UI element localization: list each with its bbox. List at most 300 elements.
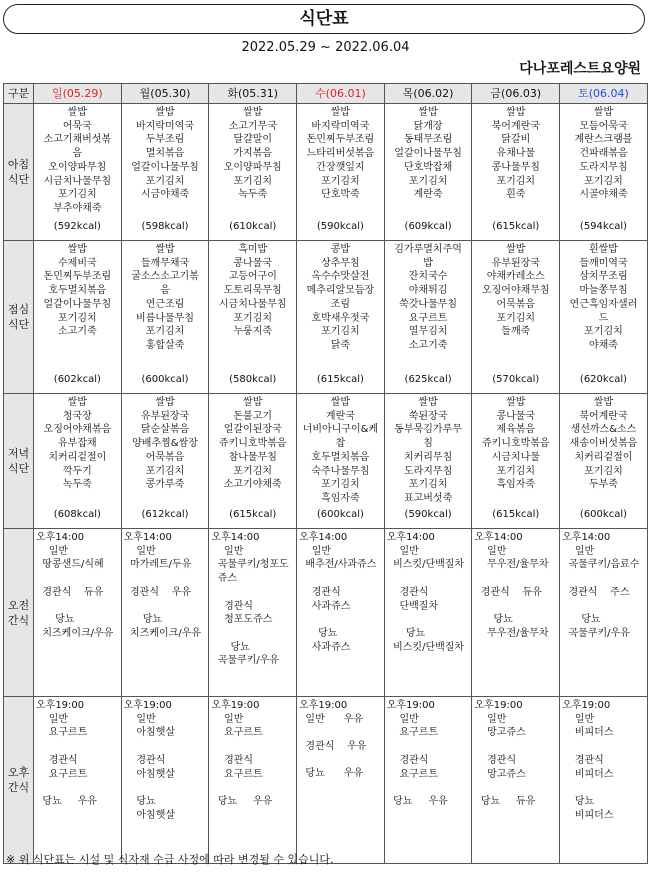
calorie-value: (615kcal) — [229, 509, 277, 521]
menu-item: 소고기채버섯볶 — [43, 134, 112, 146]
snack-item: 일반 — [123, 713, 156, 725]
menu-item: 콩가루죽 — [145, 479, 185, 491]
menu-cell — [121, 241, 209, 394]
menu-item: 쌀밥 — [418, 107, 438, 118]
menu-item: 콩밥 — [330, 244, 351, 255]
snack-item: 마가레트/두유 — [123, 559, 192, 571]
snack-cell — [34, 529, 122, 697]
menu-item: 포기김치 — [321, 175, 360, 187]
snack-item — [387, 781, 472, 795]
snack-time: 오후19:00 — [474, 700, 523, 711]
row-label-line: 식단 — [7, 173, 30, 186]
snack-item: 당뇨 우유 — [211, 795, 273, 807]
menu-item: 흑미밥 — [238, 244, 268, 255]
menu-cell — [34, 104, 122, 241]
meal-row — [4, 241, 648, 394]
menu-item: 포기김치 — [584, 465, 623, 477]
snack-cell — [209, 697, 297, 864]
menu-item: 흰쌀밥 — [588, 244, 618, 255]
menu-item: 열무김치 — [408, 326, 448, 338]
calorie-value: (608kcal) — [53, 509, 101, 521]
snack-time: 오후14:00 — [299, 532, 348, 543]
header-day: 금(06.03) — [472, 84, 560, 104]
menu-item: 북어계란국 — [579, 410, 628, 422]
snack-item: 경관식 — [474, 754, 517, 766]
snack-item — [124, 781, 209, 795]
menu-item: 북어계란국 — [491, 120, 540, 132]
row-label-line: 저녁 — [7, 447, 30, 460]
snack-item — [211, 781, 296, 795]
menu-item: 계란스크램블 — [574, 134, 633, 146]
menu-item: 연근조림 — [145, 298, 185, 310]
snack-item: 곡물쿠키/청포도 — [211, 559, 289, 571]
snack-item: 일반 — [36, 713, 69, 725]
snack-item: 망고쥬스 — [474, 727, 526, 739]
snack-item: 무우전/율무차 — [474, 559, 549, 571]
calorie-value: (615kcal) — [316, 374, 364, 386]
snack-item: 당뇨 — [299, 627, 338, 639]
menu-item: 쌀밥 — [330, 397, 351, 408]
snack-cell — [384, 529, 472, 697]
menu-item: 두부죽 — [588, 479, 618, 491]
row-label — [4, 241, 34, 394]
snack-cell — [384, 697, 472, 864]
snack-item: 일반 — [386, 545, 419, 557]
snack-item — [124, 572, 209, 586]
menu-item: 흑임자죽 — [321, 492, 360, 504]
snack-item — [299, 572, 384, 586]
snack-item: 당뇨 우유 — [386, 795, 448, 807]
menu-item: 어묵볶음 — [145, 451, 185, 463]
menu-cell — [209, 394, 297, 529]
snack-cell — [472, 697, 560, 864]
menu-item: 동태무조림 — [403, 134, 453, 146]
snack-item: 당뇨 — [36, 614, 75, 626]
menu-item: 닭순살볶음 — [140, 424, 190, 436]
row-label-line: 아침 — [7, 158, 30, 171]
snack-time: 오후19:00 — [386, 700, 435, 711]
snack-cell — [121, 529, 209, 697]
snack-item: 경관식 — [211, 754, 254, 766]
menu-item: 닭개장 — [413, 120, 443, 132]
snack-time: 오후19:00 — [299, 700, 348, 711]
snack-item — [211, 627, 296, 641]
menu-item: 동부묵김가루무 — [394, 424, 462, 436]
row-label — [4, 394, 34, 529]
menu-item: 시금치나물무침 — [43, 175, 112, 187]
menu-item: 조림 — [330, 298, 351, 310]
menu-item: 모듬어묵국 — [579, 120, 628, 132]
menu-item: 포기김치 — [58, 312, 97, 324]
page-title: 식단표 — [3, 4, 645, 34]
menu-cell — [560, 104, 648, 241]
menu-item: 쑥된장국 — [408, 410, 448, 422]
snack-item — [387, 613, 472, 627]
menu-item: 생선까스&소스 — [570, 424, 637, 436]
menu-item: 포기김치 — [584, 326, 623, 338]
snack-item: 땅콩샌드/식혜 — [36, 559, 104, 571]
snack-item: 쥬스 — [211, 573, 238, 585]
menu-item: 포기김치 — [233, 312, 273, 324]
menu-item: 콩나물국 — [496, 410, 536, 422]
row-label — [4, 697, 34, 864]
menu-item: 쌀밥 — [67, 244, 87, 255]
snack-item — [211, 586, 296, 600]
calorie-value: (602kcal) — [53, 374, 101, 386]
menu-item: 포기김치 — [321, 326, 360, 338]
snack-item: 아침햇살 — [123, 809, 176, 821]
menu-cell — [472, 104, 560, 241]
snack-time: 오후19:00 — [36, 700, 85, 711]
snack-item: 일반 — [36, 545, 69, 557]
snack-item: 경관식 듀유 — [474, 586, 542, 598]
menu-item: 유부된장국 — [491, 257, 540, 269]
menu-item: 쌀밥 — [418, 397, 438, 408]
menu-item: 포기김치 — [233, 465, 273, 477]
snack-item — [562, 781, 647, 795]
row-label-line: 간식 — [7, 613, 30, 627]
menu-item: 도토리묵무침 — [223, 285, 282, 297]
menu-item: 들깨미역국 — [579, 257, 628, 269]
snack-cell — [209, 529, 297, 697]
menu-item: 야채카레소스 — [486, 271, 545, 283]
snack-time: 오후14:00 — [123, 532, 172, 543]
menu-item: 얼갈이나물무침 — [131, 161, 199, 173]
menu-item: 치커리겉절이 — [574, 451, 633, 463]
row-label — [4, 529, 34, 697]
snack-item: 단백질차 — [386, 600, 439, 612]
snack-item: 곡물쿠키/우유 — [562, 627, 630, 639]
snack-item: 치즈케이크/우유 — [36, 627, 114, 639]
snack-cell — [121, 697, 209, 864]
menu-item: 쌀밥 — [330, 107, 351, 118]
snack-cell — [560, 529, 648, 697]
menu-item: 얼갈이나물무침 — [394, 148, 462, 160]
menu-item: 포기김치 — [145, 465, 185, 477]
menu-cell — [384, 104, 472, 241]
menu-item: 콩나물국 — [233, 257, 273, 269]
snack-item — [474, 740, 559, 754]
snack-item: 일반 — [474, 545, 507, 557]
menu-item: 요구르트 — [408, 312, 448, 324]
calorie-value: (620kcal) — [579, 374, 628, 386]
snack-row — [4, 697, 648, 864]
snack-item: 경관식 — [299, 586, 341, 598]
snack-item: 일반 — [386, 713, 419, 725]
row-label-line: 간식 — [7, 781, 30, 794]
menu-item: 쌀밥 — [593, 397, 614, 408]
menu-item: 계란국 — [325, 410, 355, 422]
menu-item: 치커리겉절이 — [48, 451, 107, 463]
snack-item: 당뇨 — [562, 614, 601, 626]
menu-cell — [472, 241, 560, 394]
menu-item: 부추야채죽 — [53, 202, 102, 214]
snack-item: 비스킷/단백질차 — [386, 559, 465, 571]
calorie-value: (600kcal) — [141, 374, 189, 386]
snack-item: 일반 — [299, 545, 332, 557]
menu-item: 누룽지죽 — [233, 326, 273, 338]
menu-item: 수제비국 — [58, 257, 97, 269]
menu-item: 포기김치 — [58, 189, 97, 201]
snack-item: 사과쥬스 — [299, 600, 351, 612]
menu-item: 얼갈이나물무침 — [43, 298, 112, 310]
menu-item: 쌀밥 — [243, 107, 263, 118]
menu-item: 찹 — [335, 438, 346, 450]
menu-item: 쌀밥 — [506, 397, 526, 408]
snack-item: 배추전/사과쥬스 — [299, 559, 377, 571]
menu-item: 포기김치 — [408, 479, 448, 491]
menu-item: 잔치국수 — [408, 271, 448, 283]
menu-item: 쌀밥 — [506, 107, 526, 118]
snack-item: 비피더스 — [562, 809, 614, 821]
menu-item: 쌀밥 — [506, 244, 526, 255]
snack-time: 오후14:00 — [36, 532, 85, 543]
menu-item: 치커리무침 — [403, 451, 453, 463]
snack-item: 경관식 — [386, 586, 429, 598]
menu-item: 쌀밥 — [593, 107, 614, 118]
snack-item: 경관식 — [562, 754, 604, 766]
snack-item — [562, 572, 647, 586]
menu-cell — [297, 394, 385, 529]
menu-item: 포기김치 — [496, 465, 536, 477]
calorie-value: (612kcal) — [141, 509, 189, 521]
menu-item: 오이양파무침 — [48, 161, 107, 173]
snack-item: 일반 — [211, 545, 244, 557]
header-day: 수(06.01) — [297, 84, 385, 104]
snack-item — [562, 600, 647, 614]
snack-item — [36, 740, 121, 754]
snack-item: 망고쥬스 — [474, 768, 526, 780]
snack-item — [36, 572, 121, 586]
menu-item: 계란죽 — [413, 189, 443, 201]
menu-item: 시골야채죽 — [579, 189, 628, 201]
menu-item: 참나물무침 — [228, 451, 277, 463]
snack-item — [124, 600, 209, 614]
menu-item: 시금야채죽 — [140, 189, 190, 201]
menu-cell — [121, 104, 209, 241]
menu-item: 표고버섯죽 — [403, 492, 453, 504]
snack-time: 오후19:00 — [123, 700, 172, 711]
menu-cell — [297, 104, 385, 241]
snack-item: 곡물쿠키/음료수 — [562, 559, 640, 571]
snack-item: 당뇨 우유 — [36, 795, 97, 807]
menu-item: 단호박죽 — [321, 189, 360, 201]
menu-item: 굴소스소고기볶 — [131, 271, 199, 283]
snack-item: 사과쥬스 — [299, 641, 351, 653]
menu-item: 포기김치 — [408, 175, 448, 187]
menu-item: 유채나물 — [496, 148, 536, 160]
snack-item: 요구르트 — [211, 768, 263, 780]
snack-item: 무우전/율무차 — [474, 627, 549, 639]
menu-item: 호두멸치볶음 — [311, 451, 370, 463]
menu-item: 오징어야채무침 — [481, 285, 550, 297]
menu-cell — [560, 241, 648, 394]
calorie-value: (592kcal) — [53, 221, 101, 233]
snack-time: 오후14:00 — [562, 532, 611, 543]
menu-item: 간장깻잎지 — [316, 161, 365, 173]
snack-item: 당뇨 — [474, 614, 513, 626]
calorie-value: (590kcal) — [404, 509, 452, 521]
menu-item: 얼갈이된장국 — [223, 424, 282, 436]
snack-item — [299, 754, 384, 768]
snack-item — [474, 600, 559, 614]
menu-item: 비름나물무침 — [136, 312, 195, 324]
snack-item: 요구르트 — [36, 768, 88, 780]
snack-item: 요구르트 — [211, 727, 263, 739]
menu-item: 돈민찌두부조림 — [306, 134, 375, 146]
snack-cell — [560, 697, 648, 864]
menu-cell — [384, 241, 472, 394]
menu-item: 밥 — [423, 257, 433, 269]
row-label-line: 오후 — [7, 766, 30, 779]
snack-cell — [34, 697, 122, 864]
menu-item: 흑임자죽 — [496, 479, 536, 491]
row-label-line: 오전 — [7, 598, 30, 612]
snack-item: 경관식 듀유 — [36, 586, 104, 598]
snack-item: 경관식 — [211, 600, 254, 612]
row-label-line: 식단 — [7, 462, 30, 475]
calorie-value: (600kcal) — [316, 509, 364, 521]
menu-item: 돈불고기 — [233, 410, 273, 422]
snack-item: 일반 — [474, 713, 507, 725]
menu-item: 쌀밥 — [155, 397, 175, 408]
menu-cell — [121, 394, 209, 529]
menu-item: 청국장 — [62, 410, 92, 422]
menu-item: 닭갈비 — [501, 134, 531, 146]
menu-item: 쑥갓나물무침 — [399, 298, 458, 310]
menu-item: 쥬키니호박볶음 — [481, 438, 550, 450]
menu-item: 시금치나물 — [491, 451, 540, 463]
menu-item: 오징어야채볶음 — [43, 424, 112, 436]
calorie-value: (615kcal) — [492, 509, 540, 521]
menu-item: 새송이버섯볶음 — [569, 438, 638, 450]
snack-item: 당뇨 듀유 — [474, 795, 536, 807]
menu-item: 녹두죽 — [238, 189, 268, 201]
snack-time: 오후19:00 — [211, 700, 260, 711]
snack-item: 당뇨 — [562, 795, 595, 807]
meal-table — [3, 83, 648, 864]
menu-item: 소고기죽 — [58, 326, 97, 338]
menu-cell — [384, 394, 472, 529]
menu-item: 포기김치 — [233, 175, 273, 187]
snack-item — [562, 740, 647, 754]
snack-item — [474, 781, 559, 795]
snack-item — [299, 726, 384, 740]
menu-item: 포기김치 — [496, 175, 536, 187]
snack-time: 오후19:00 — [562, 700, 611, 711]
table-header-row — [4, 84, 648, 104]
menu-item: 소고기죽 — [408, 339, 448, 351]
menu-item: 느타리버섯볶음 — [306, 148, 375, 160]
menu-item: 쥬키니호박볶음 — [218, 438, 287, 450]
menu-cell — [472, 394, 560, 529]
snack-item — [387, 572, 472, 586]
menu-item: 포기김치 — [496, 312, 536, 324]
menu-cell — [560, 394, 648, 529]
menu-item: 호두멸치볶음 — [48, 285, 107, 297]
snack-item: 경관식 우유 — [299, 741, 367, 753]
menu-item: 녹두죽 — [62, 479, 92, 491]
menu-cell — [209, 241, 297, 394]
snack-item: 요구르트 — [386, 727, 439, 739]
menu-item: 제육볶음 — [496, 424, 536, 436]
menu-item: 쌀밥 — [155, 244, 175, 255]
menu-item: 바지락미역국 — [136, 120, 195, 132]
menu-cell — [34, 394, 122, 529]
menu-item: 포기김치 — [321, 479, 360, 491]
menu-item: 돈민찌두부조림 — [43, 271, 112, 283]
menu-item: 깍두기 — [62, 465, 92, 477]
menu-item: 음 — [160, 285, 170, 297]
snack-item: 당뇨 우유 — [299, 768, 364, 780]
menu-item: 마늘쫑무침 — [579, 285, 628, 297]
header-day: 목(06.02) — [384, 84, 472, 104]
menu-item: 닭죽 — [330, 339, 351, 351]
row-label-line: 식단 — [7, 318, 30, 331]
menu-item: 고등어구이 — [228, 271, 277, 283]
snack-cell — [297, 697, 385, 864]
calorie-value: (598kcal) — [141, 221, 189, 233]
snack-item — [474, 572, 559, 586]
menu-item: 드 — [598, 312, 609, 324]
menu-item: 들깨무채국 — [140, 257, 190, 269]
snack-item: 경관식 우유 — [123, 586, 192, 598]
menu-item: 도라지무침 — [403, 465, 453, 477]
calorie-value: (594kcal) — [579, 221, 628, 233]
calorie-value: (615kcal) — [492, 221, 540, 233]
menu-item: 음 — [72, 148, 83, 160]
header-day: 월(05.30) — [121, 84, 209, 104]
menu-item: 유부잡채 — [58, 438, 97, 450]
menu-item: 연근흑임자샐러 — [569, 298, 638, 310]
snack-item: 경관식 주스 — [562, 586, 630, 598]
header-day: 화(05.31) — [209, 84, 297, 104]
menu-item: 건파래볶음 — [579, 148, 628, 160]
snack-cell — [297, 529, 385, 697]
menu-item: 쌀밥 — [155, 107, 175, 118]
menu-item: 야채튀김 — [408, 285, 448, 297]
menu-item: 쌀밥 — [67, 107, 87, 118]
menu-item: 쌀밥 — [243, 397, 263, 408]
snack-item: 일반 — [211, 713, 244, 725]
snack-row — [4, 529, 648, 697]
snack-time: 오후14:00 — [474, 532, 523, 543]
menu-item: 도라지무침 — [579, 161, 628, 173]
meal-row — [4, 394, 648, 529]
snack-item: 당뇨 — [123, 614, 163, 626]
calorie-value: (610kcal) — [229, 221, 277, 233]
menu-item: 포기김치 — [145, 326, 185, 338]
notice-text: ※ 위 식단표는 시설 및 식자재 수급 사정에 따라 변경될 수 있습니다. — [6, 853, 334, 866]
snack-item — [387, 740, 472, 754]
date-range: 2022.05.29 ~ 2022.06.04 — [241, 40, 410, 55]
calorie-value: (600kcal) — [579, 509, 628, 521]
menu-item: 시금치나물무침 — [218, 298, 287, 310]
menu-item: 소고기야채죽 — [223, 479, 282, 491]
menu-item: 양배추찜&쌈장 — [132, 438, 198, 450]
snack-cell — [472, 529, 560, 697]
menu-item: 소고기무국 — [228, 120, 277, 132]
calorie-value: (580kcal) — [229, 374, 277, 386]
menu-item: 포기김치 — [584, 175, 623, 187]
menu-item: 흰죽 — [506, 189, 526, 201]
row-label — [4, 104, 34, 241]
snack-item — [211, 740, 296, 754]
snack-item: 비스킷/단백질차 — [386, 641, 465, 653]
calorie-value: (570kcal) — [492, 374, 540, 386]
menu-item: 쌀밥 — [67, 397, 87, 408]
menu-item: 유부된장국 — [140, 410, 190, 422]
